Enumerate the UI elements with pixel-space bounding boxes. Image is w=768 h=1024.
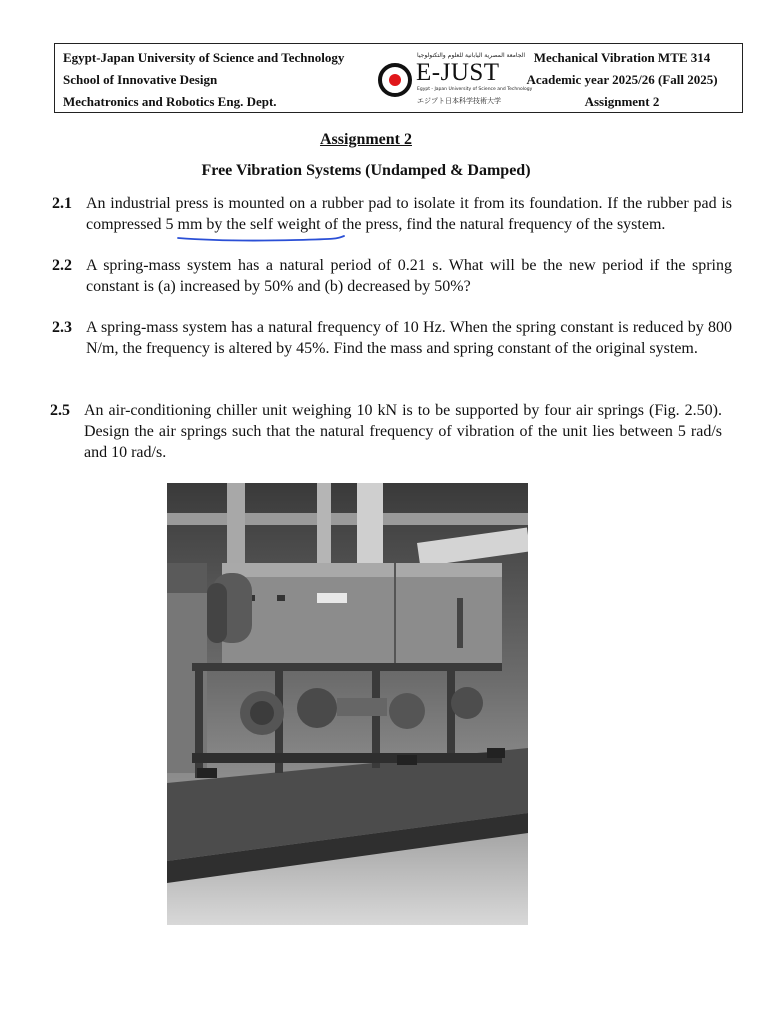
question-text: A spring-mass system has a natural frequency of 10 Hz. When the spring constant is reduced by 800 N/m, the frequency is altered by 45%. Find the mass and spring constant of the original system. [86, 319, 732, 357]
question-text: An industrial press is mounted on a rubber pad to isolate it from its foundation. If the rubber pad is compressed 5 mm by the self weight of the press, find the natural frequency of the system. [86, 195, 732, 233]
school-name: School of Innovative Design [63, 72, 218, 87]
academic-year: Academic year 2025/26 (Fall 2025) [526, 72, 718, 87]
question-2-1 [52, 193, 732, 235]
university-name: Egypt-Japan University of Science and Technology [63, 50, 345, 65]
question-number: 2.1 [52, 195, 72, 212]
question-number: 2.3 [52, 319, 72, 336]
question-text: An air-conditioning chiller unit weighing 10 kN is to be supported by four air springs (Fig. 2.50). Design the air springs such that the natural frequency of vibration of the unit lies between 5 rad/s and 10 rad/s. [84, 402, 722, 461]
assignment-label: Assignment 2 [584, 94, 660, 109]
logo-wordmark: E-JUST [416, 59, 500, 86]
question-number: 2.2 [52, 257, 72, 274]
logo-emblem [378, 63, 412, 97]
chiller-illustration [167, 483, 528, 925]
logo-english-text: Egypt - Japan University of Science and Technology [417, 87, 533, 92]
question-2-5 [50, 400, 722, 463]
handwritten-underline [176, 234, 348, 244]
chiller-unit-photo [167, 483, 528, 925]
department-name: Mechatronics and Robotics Eng. Dept. [63, 94, 277, 109]
question-text: A spring-mass system has a natural period of 0.21 s. What will be the new period if the spring constant is (a) increased by 50% and (b) decreased by 50%? [86, 257, 732, 295]
logo-arabic-text: الجامعة المصرية اليابانية للعلوم والتكنولوجيا [417, 52, 526, 59]
ejust-logo [375, 50, 533, 108]
page-title: Assignment 2 [319, 131, 412, 148]
course-name: Mechanical Vibration MTE 314 [533, 50, 711, 65]
logo-japanese-text: エジプト日本科学技術大学 [417, 97, 501, 105]
question-number: 2.5 [50, 402, 70, 419]
question-2-3 [52, 317, 732, 359]
page-subtitle: Free Vibration Systems (Undamped & Damped) [201, 162, 531, 179]
document-header [54, 43, 743, 113]
question-2-2 [52, 255, 732, 297]
